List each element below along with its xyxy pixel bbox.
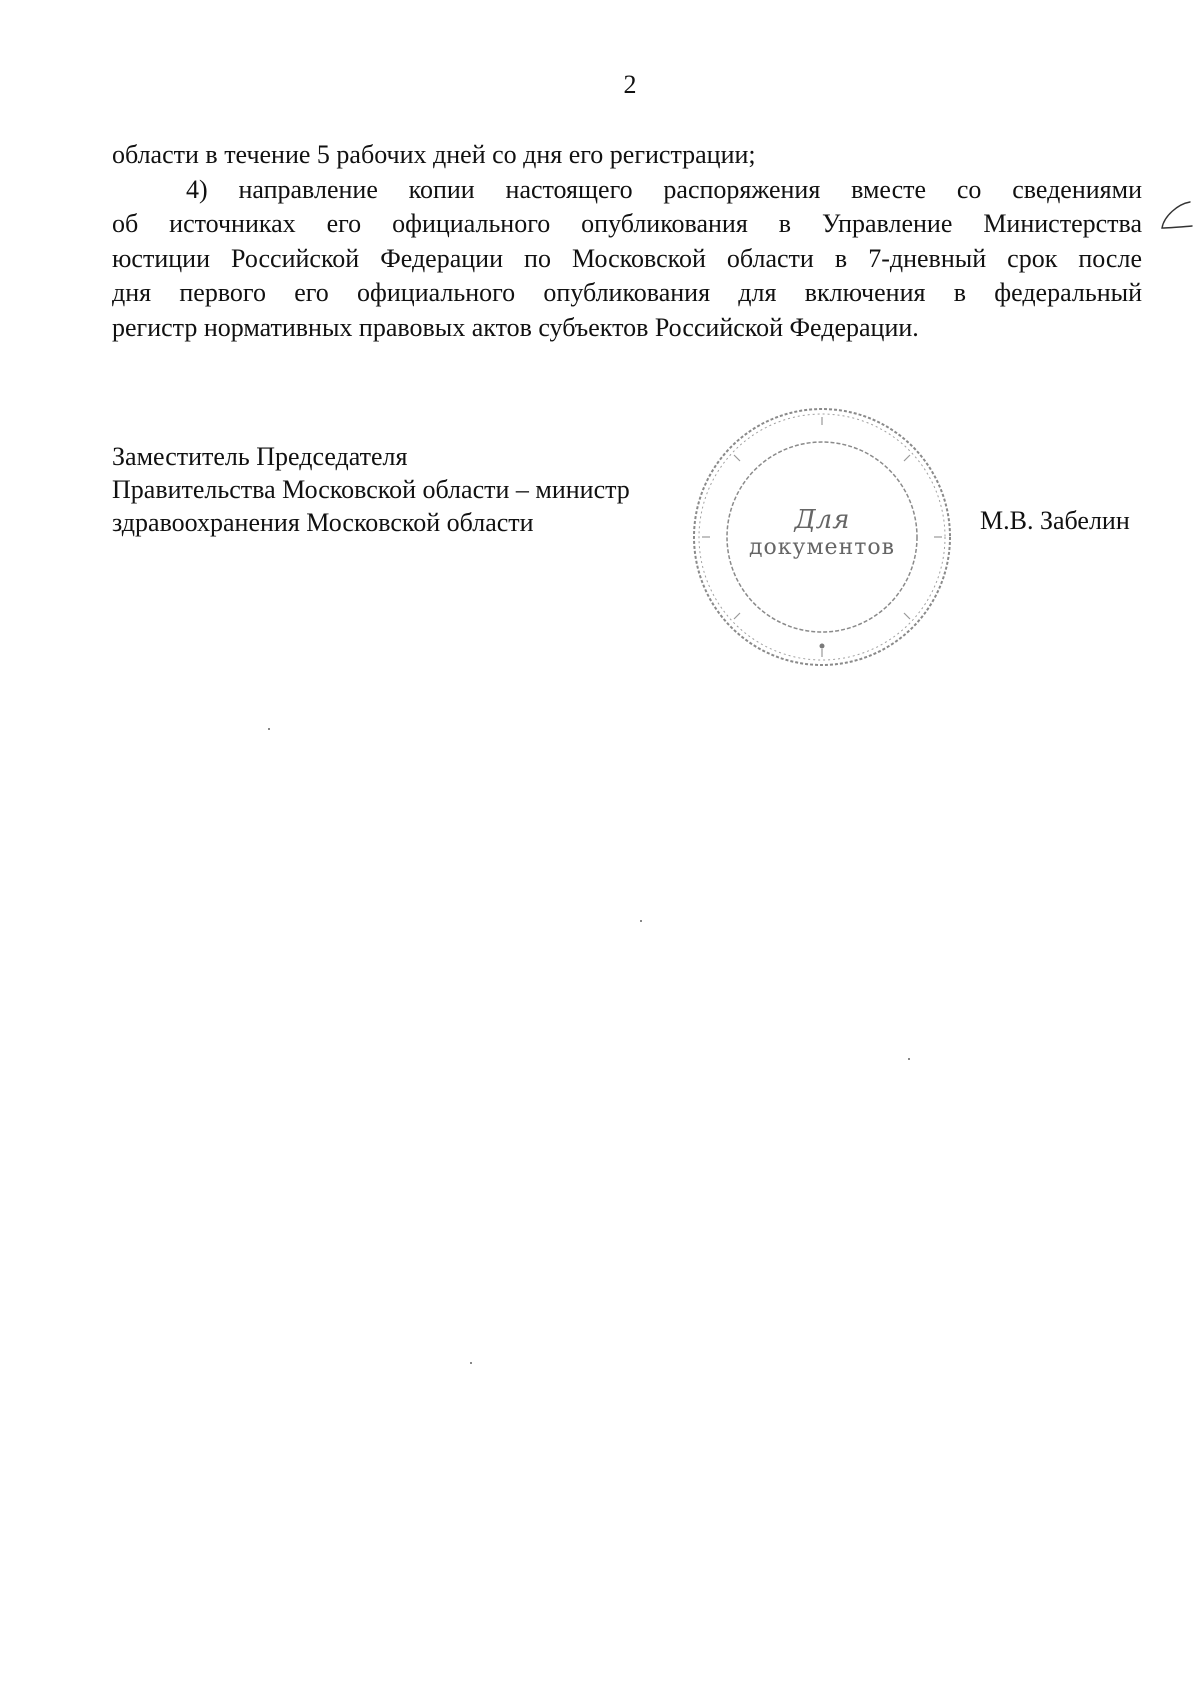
scan-speck [470,1362,472,1364]
paragraph-line: регистр нормативных правовых актов субъектов Российской Федерации. [112,312,919,342]
paragraph-line: области в течение 5 рабочих дней со дня его регистрации; [112,140,756,169]
official-seal [690,405,954,669]
seal-text: документов [748,535,896,560]
paragraph-line: об источниках его официального опубликования в Управление Министерства [112,209,1142,238]
paragraph-line: дня первого его официального опубликования для включения в федеральный [112,278,1142,307]
signature-position [112,440,630,539]
paragraph-line: 4) направление копии настоящего распоряжения вместе со сведениями [186,174,1142,204]
seal-text: Для [794,505,850,535]
scan-speck [908,1058,910,1060]
document-body [112,138,1142,345]
position-line: Заместитель Председателя [112,442,408,471]
position-line: здравоохранения Московской области [112,508,534,537]
handwritten-mark-icon [1156,198,1196,238]
signer-name: М.В. Забелин [980,506,1130,535]
scan-speck [268,728,270,730]
paragraph-line: юстиции Российской Федерации по Московской области в 7-дневный срок после [112,243,1142,273]
page-number: 2 [623,70,637,99]
scan-speck [640,920,642,922]
position-line: Правительства Московской области – министр [112,475,630,504]
